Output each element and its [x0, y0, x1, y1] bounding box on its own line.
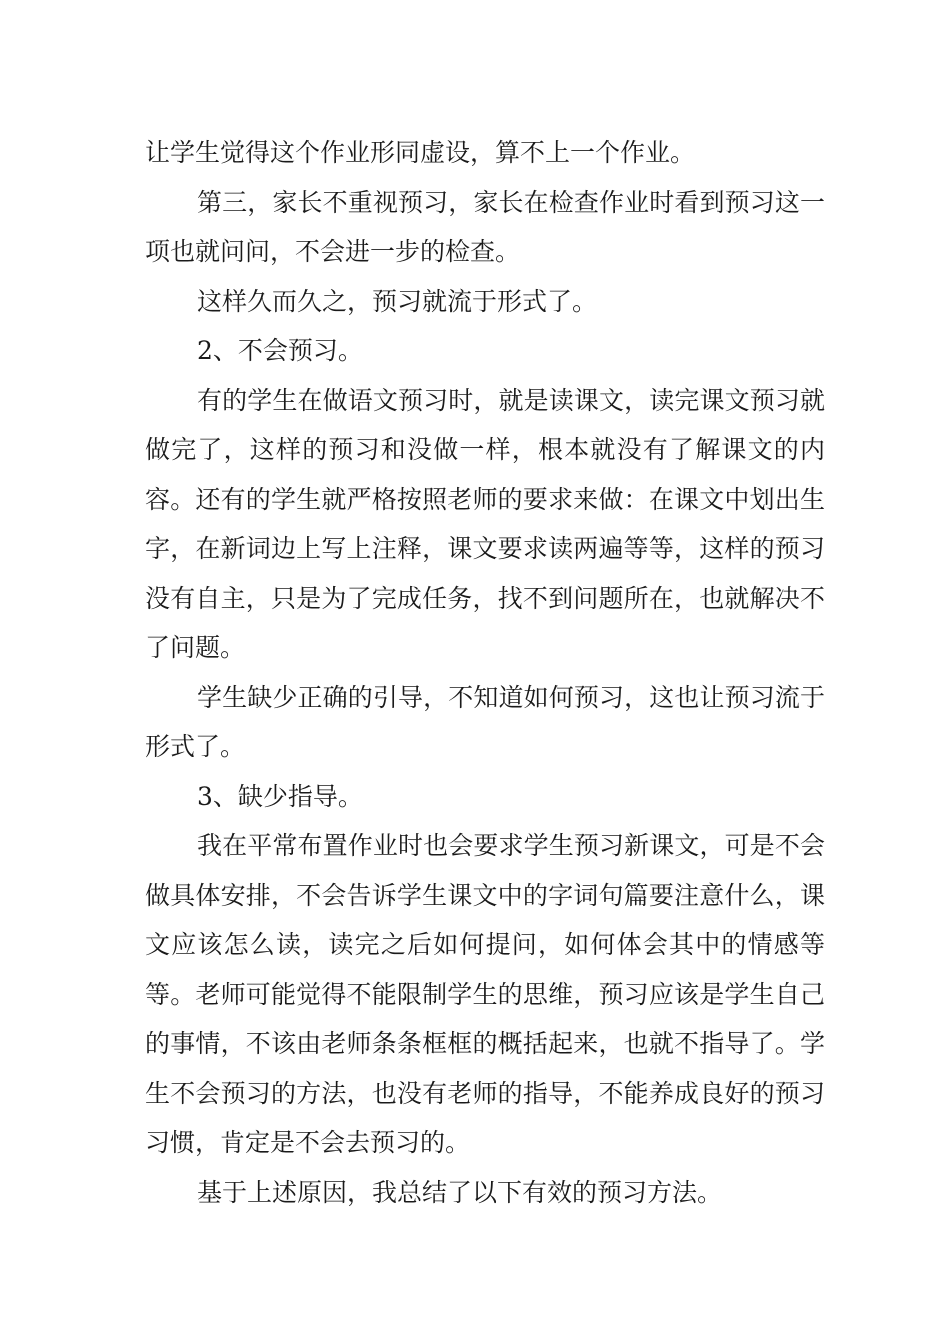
paragraph: 学生缺少正确的引导，不知道如何预习，这也让预习流于形式了。 [145, 682, 825, 761]
paragraph: 第三，家长不重视预习，家长在检查作业时看到预习这一项也就问问，不会进一步的检查。 [145, 187, 825, 266]
paragraph: 基于上述原因，我总结了以下有效的预习方法。 [197, 1177, 723, 1207]
paragraph: 让学生觉得这个作业形同虚设，算不上一个作业。 [145, 138, 696, 167]
paragraph: 这样久而久之，预习就流于形式了。 [197, 286, 598, 316]
paragraph: 有的学生在做语文预习时，就是读课文，读完课文预习就做完了，这样的预习和没做一样，根本就没有了解课文的内容。还有的学生就严格按照老师的要求来做：在课文中划出生字，在新词边上写上注释，课文要求读两遍等等，这样的预习没有自主，只是为了完成任务，找不到问题所在，也就解决不了问题。 [145, 385, 825, 662]
section-heading: 3、缺少指导。 [197, 781, 363, 811]
paragraph: 我在平常布置作业时也会要求学生预习新课文，可是不会做具体安排，不会告诉学生课文中的字词句篇要注意什么，课文应该怎么读，读完之后如何提问，如何体会其中的情感等等。老师可能觉得不能限制学生的思维，预习应该是学生自己的事情，不该由老师条条框框的概括起来，也就不指导了。学生不会预习的方法，也没有老师的指导，不能养成良好的预习习惯，肯定是不会去预习的。 [145, 831, 825, 1157]
section-heading: 2、不会预习。 [197, 336, 363, 365]
document-body [145, 128, 825, 1217]
